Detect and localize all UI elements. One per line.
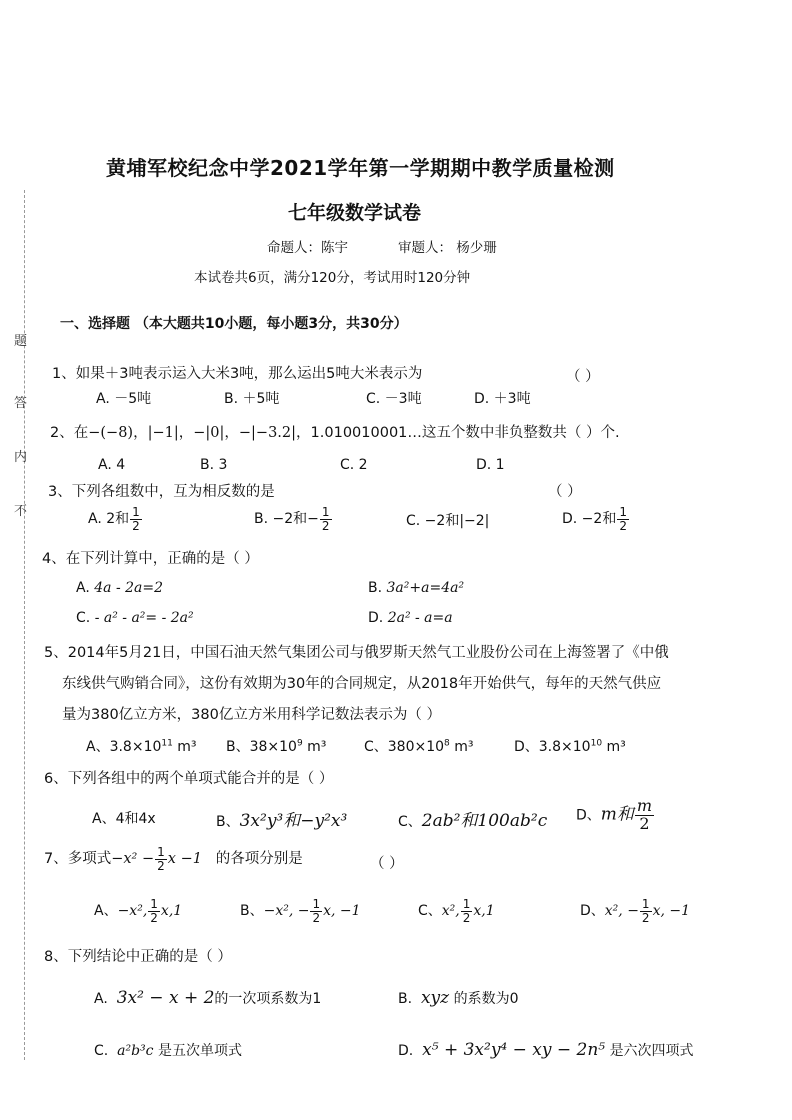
q7-d-expr: x², − xyxy=(604,903,639,920)
margin-char-3: 内 xyxy=(14,450,28,465)
frac-num: 1 xyxy=(132,505,140,519)
q5-option-b xyxy=(226,736,326,756)
reviewer: 审题人： 杨少珊 xyxy=(398,240,497,256)
exam-title: 黄埔军校纪念中学2021学年第一学期期中教学质量检测 xyxy=(106,156,615,180)
section-heading: 一、选择题 （本大题共10小题，每小题3分，共30分） xyxy=(60,316,408,332)
q5-a-base: A、3.8×10 xyxy=(86,739,162,755)
q6-option-c xyxy=(398,806,547,831)
q7-a-label: A、 xyxy=(94,903,118,920)
q4-option-b xyxy=(368,580,464,596)
q8-d-expr: x⁵ + 3x²y⁴ − xy − 2n⁵ xyxy=(422,1040,606,1060)
q7-d-label: D、 xyxy=(580,903,605,920)
q8-stem: 8、下列结论中正确的是（ ） xyxy=(44,949,232,965)
frac-den: 2 xyxy=(157,858,165,873)
frac-den: 2 xyxy=(462,910,471,925)
q5-line-1: 5、2014年5月21日，中国石油天然气集团公司与俄罗斯天然气工业股份公司在上海签署了《中俄 xyxy=(44,645,669,661)
q2-expr-3: −|0| xyxy=(193,425,225,441)
q8-d-text: 是六次四项式 xyxy=(609,1043,694,1059)
q8-a-expr: 3x² − x + 2 xyxy=(116,988,215,1008)
q7-option-a xyxy=(94,898,182,924)
fraction xyxy=(155,846,167,872)
q2-stem: 2、在−(−8)，|−1|，−|0|，−|−3.2|，1.010010001…这五个数中非负整数共（ ）个. xyxy=(50,425,620,441)
frac-den: 2 xyxy=(641,910,650,925)
unit: m³ xyxy=(172,739,197,755)
frac-den: 2 xyxy=(619,518,627,533)
q5-b-base: B、38×10 xyxy=(226,739,297,755)
q3-d-label: D. −2和 xyxy=(562,511,617,528)
q4-b-label: B. xyxy=(368,580,383,596)
q2-option-d: D. 1 xyxy=(476,457,505,473)
q7-b-label: B、 xyxy=(240,903,264,920)
q6-d-expr: m和 xyxy=(600,804,634,825)
frac-num: 1 xyxy=(312,897,321,911)
q4-a-label: A. xyxy=(76,580,90,596)
setter: 命题人：陈宇 xyxy=(267,240,348,256)
unit: m³ xyxy=(449,739,474,755)
q6-b-expr: 3x²y³和−y²x³ xyxy=(239,811,348,831)
q6-option-b xyxy=(216,806,347,831)
q7-a-expr: −x², xyxy=(117,903,148,920)
q5-a-exp: 11 xyxy=(161,738,173,749)
q5-c-exp: 8 xyxy=(444,738,450,749)
q4-stem: 4、在下列计算中，正确的是（ ） xyxy=(42,551,259,567)
q7-c-expr: x², xyxy=(441,903,460,920)
q2-expr-2: |−1| xyxy=(147,425,179,441)
q7-option-b xyxy=(240,898,361,924)
q2-suffix: 这五个数中非负整数共（ ）个. xyxy=(421,425,620,441)
fraction xyxy=(635,798,654,833)
q7-c-label: C、 xyxy=(418,903,442,920)
q4-d-label: D. xyxy=(368,610,384,626)
frac-num: 1 xyxy=(157,845,165,859)
q3-option-c: C. −2和|−2| xyxy=(406,513,490,529)
q1-answer-paren: （ ） xyxy=(566,369,600,385)
q8-option-b xyxy=(398,988,519,1008)
margin-char-1: 题 xyxy=(14,334,28,349)
q4-c-label: C. xyxy=(76,610,91,626)
q1-option-d: D. ＋3吨 xyxy=(474,391,531,407)
frac-den: 2 xyxy=(321,518,330,533)
q4-option-c xyxy=(76,610,194,626)
exam-subtitle: 七年级数学试卷 xyxy=(288,202,422,224)
fraction xyxy=(617,506,629,532)
q3-stem: 3、下列各组数中，互为相反数的是 xyxy=(48,484,275,500)
frac-num: 1 xyxy=(321,505,330,519)
q6-c-label: C、 xyxy=(398,814,422,830)
q8-option-d xyxy=(398,1040,694,1060)
unit: m³ xyxy=(602,739,626,755)
q6-option-a: A、4和4x xyxy=(92,811,156,827)
q6-option-d xyxy=(576,798,655,833)
q1-option-c: C. －3吨 xyxy=(366,391,422,407)
q6-stem: 6、下列各组中的两个单项式能合并的是（ ） xyxy=(44,771,334,787)
q7-d-expr2: x, −1 xyxy=(652,903,690,920)
fraction xyxy=(461,898,473,924)
frac-den: 2 xyxy=(312,910,321,925)
q4-c-expr: - a² - a²= - 2a² xyxy=(94,610,194,626)
q4-option-a xyxy=(76,580,163,596)
q7-expr-b: x −1 xyxy=(167,851,202,868)
frac-num: 1 xyxy=(462,897,471,911)
binding-line xyxy=(24,190,26,1060)
frac-num: 1 xyxy=(641,897,650,911)
q7-expr-a: −x² − xyxy=(111,851,155,868)
q4-option-d xyxy=(368,610,453,626)
frac-num: 1 xyxy=(150,897,158,911)
q8-a-text: 的一次项系数为1 xyxy=(214,991,322,1007)
fraction xyxy=(640,898,652,924)
q3-option-b xyxy=(254,506,333,532)
q7-stem xyxy=(44,846,303,872)
q1-option-a: A. －5吨 xyxy=(96,391,152,407)
frac-den: 2 xyxy=(150,910,158,925)
q8-option-c xyxy=(94,1040,242,1060)
q7-b-expr2: x, −1 xyxy=(323,903,361,920)
q8-b-expr: xyz xyxy=(420,988,450,1008)
q7-post: 的各项分别是 xyxy=(215,851,303,868)
q8-option-a xyxy=(94,988,321,1008)
q6-c-expr: 2ab²和100ab²c xyxy=(421,811,548,831)
q3-answer-paren: （ ） xyxy=(548,484,582,500)
fraction xyxy=(130,506,142,532)
q7-option-d xyxy=(580,898,690,924)
q3-a-label: A. 2和 xyxy=(88,511,130,528)
q7-pre: 7、多项式 xyxy=(44,851,112,868)
q1-stem: 1、如果＋3吨表示运入大米3吨，那么运出5吨大米表示为 xyxy=(52,366,423,382)
frac-num: m xyxy=(636,796,653,815)
q7-answer-paren: （ ） xyxy=(370,856,404,872)
q2-option-b: B. 3 xyxy=(200,457,228,473)
q5-line-2: 东线供气购销合同》，这份有效期为30年的合同规定，从2018年开始供气，每年的天然气供应 xyxy=(62,676,662,692)
q7-option-c xyxy=(418,898,495,924)
q2-expr-4: −|−3.2| xyxy=(238,425,297,441)
q7-b-expr: −x², − xyxy=(263,903,310,920)
q5-option-c xyxy=(364,736,473,756)
q3-b-label: B. −2和− xyxy=(254,511,319,528)
q4-a-expr: 4a - 2a=2 xyxy=(94,580,164,596)
q8-c-expr: a²b³c xyxy=(117,1043,154,1059)
q5-d-base: D、3.8×10 xyxy=(514,739,591,755)
q8-c-label: C. xyxy=(94,1043,109,1059)
q6-d-label: D、 xyxy=(576,807,601,824)
q4-d-expr: 2a² - a=a xyxy=(387,610,453,626)
q3-option-d xyxy=(562,506,630,532)
q8-b-label: B. xyxy=(398,991,413,1007)
q5-d-exp: 10 xyxy=(590,738,603,749)
q5-option-a xyxy=(86,736,197,756)
q2-option-a: A. 4 xyxy=(98,457,126,473)
unit: m³ xyxy=(302,739,327,755)
exam-info: 本试卷共6页，满分120分，考试用时120分钟 xyxy=(194,270,471,286)
fraction xyxy=(148,898,160,924)
q6-b-label: B、 xyxy=(216,814,240,830)
q2-expr-5: 1.010010001… xyxy=(310,425,422,441)
q3-option-a xyxy=(88,506,143,532)
fraction xyxy=(320,506,332,532)
q2-prefix: 2、在 xyxy=(50,425,89,441)
q8-b-text: 的系数为0 xyxy=(453,991,519,1007)
q5-c-base: C、380×10 xyxy=(364,739,445,755)
q5-b-exp: 9 xyxy=(296,738,303,749)
q8-d-label: D. xyxy=(398,1043,414,1059)
q5-option-d xyxy=(514,736,626,756)
q7-a-expr2: x,1 xyxy=(160,903,183,920)
q4-b-expr: 3a²+a=4a² xyxy=(386,580,465,596)
frac-den: 2 xyxy=(639,813,650,833)
q2-option-c: C. 2 xyxy=(340,457,368,473)
q8-a-label: A. xyxy=(94,991,108,1007)
q8-c-text: 是五次单项式 xyxy=(157,1043,242,1059)
margin-char-2: 答 xyxy=(14,396,28,411)
frac-num: 1 xyxy=(619,505,627,519)
q2-expr-1: −(−8) xyxy=(88,425,134,441)
fraction xyxy=(310,898,322,924)
frac-den: 2 xyxy=(132,518,140,533)
margin-char-4: 不 xyxy=(14,504,28,519)
q5-line-3: 量为380亿立方米，380亿立方米用科学记数法表示为（ ） xyxy=(62,707,441,723)
q1-option-b: B. ＋5吨 xyxy=(224,391,280,407)
q7-c-expr2: x,1 xyxy=(473,903,495,920)
